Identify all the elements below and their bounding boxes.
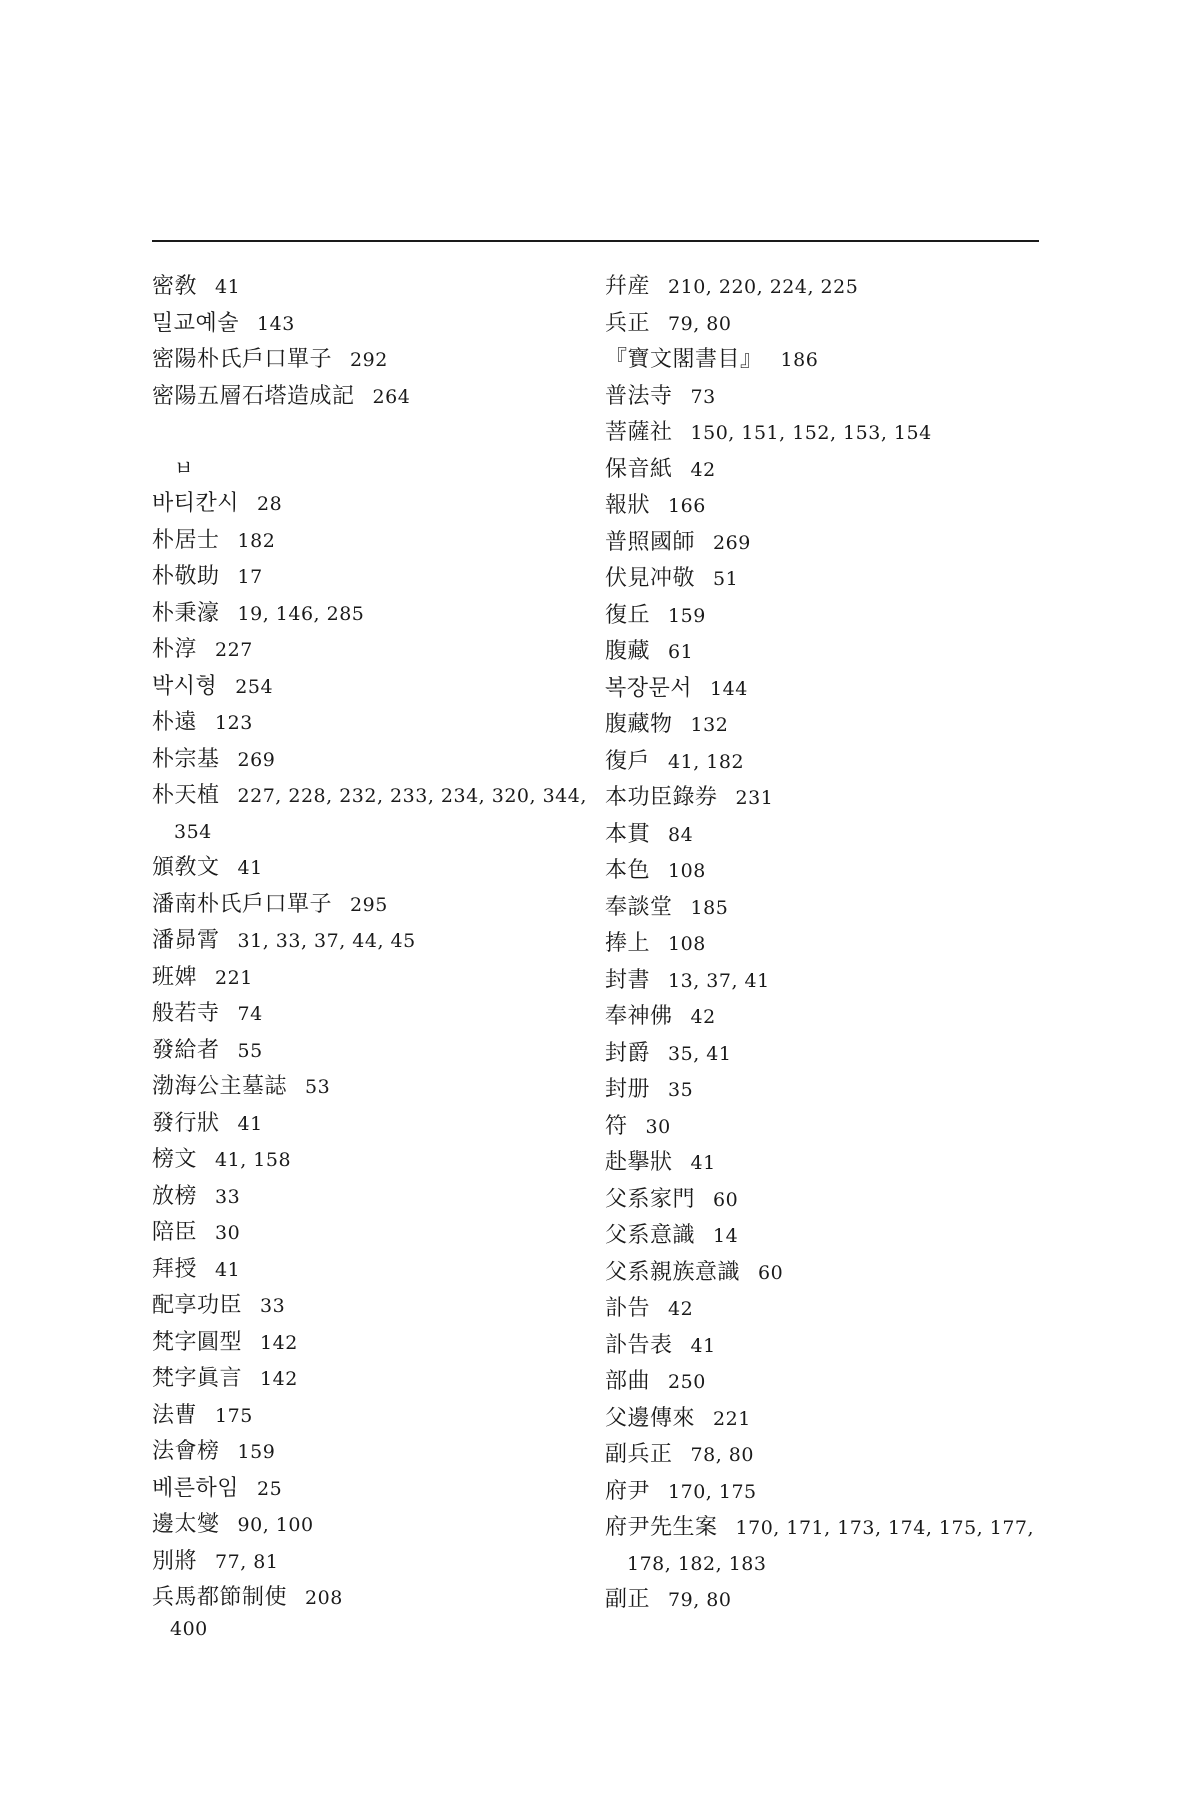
page-references: 73: [690, 385, 716, 408]
index-entry: [605, 1291, 1050, 1328]
page-references: 13, 37, 41: [668, 969, 770, 992]
index-term: 陪臣: [152, 1220, 198, 1245]
page-references: 33: [215, 1185, 241, 1208]
index-entry: [152, 923, 592, 960]
index-term: 密陽朴氏戶口單子: [152, 347, 333, 372]
page-references: 41: [690, 1334, 716, 1357]
page-references: 150, 151, 152, 153, 154: [690, 422, 932, 444]
index-entry: [605, 452, 1050, 489]
index-term: 바티칸시: [152, 491, 240, 516]
left-top-entries: [152, 269, 592, 415]
page-references: 159: [237, 1441, 276, 1463]
index-term: 腹藏: [605, 639, 651, 664]
page-references: 221: [215, 966, 253, 989]
page-references: 210, 220, 224, 225: [668, 276, 859, 298]
index-entry: [605, 890, 1050, 927]
index-term: 赴擧狀: [605, 1150, 673, 1175]
index-entry: [152, 1544, 592, 1581]
index-entry: [152, 1106, 592, 1143]
page-references: 254: [235, 675, 274, 698]
page-references: 123: [215, 712, 253, 734]
page-references: 170, 171, 173, 174, 175, 177,: [735, 1517, 1035, 1539]
index-term: 菩薩社: [605, 420, 673, 445]
index-term: 部曲: [605, 1369, 651, 1394]
page-references: 42: [690, 1006, 716, 1028]
page-references: 41: [237, 857, 263, 879]
page-references: 208: [305, 1587, 343, 1609]
index-term: 梵字圓型: [152, 1329, 243, 1355]
index-entry: [605, 561, 1050, 598]
index-entry: [605, 525, 1050, 562]
page-references: 30: [215, 1222, 241, 1244]
index-entry: [152, 1507, 592, 1544]
index-entry: [152, 742, 592, 779]
page-references: 17: [237, 566, 263, 588]
index-term: 潘昴霄: [152, 928, 220, 953]
index-entry: [605, 707, 1050, 744]
index-term: 封爵: [605, 1040, 651, 1066]
page-references: 14: [713, 1225, 739, 1247]
index-entry: [605, 780, 1050, 817]
index-entry: [605, 598, 1050, 635]
index-entry: [152, 887, 592, 924]
page-references: 84: [668, 823, 694, 846]
page-references: 35: [668, 1079, 694, 1101]
index-term: 榜文: [152, 1147, 198, 1172]
index-term: 腹藏物: [605, 712, 673, 737]
index-entry: [152, 523, 592, 560]
index-term: 副正: [605, 1587, 651, 1612]
index-term: 班婢: [152, 964, 198, 990]
index-term: 般若寺: [152, 1001, 220, 1026]
page-references: 60: [713, 1188, 739, 1211]
index-entry: [152, 1252, 592, 1289]
index-entry: [152, 778, 592, 850]
index-entry: [152, 1215, 592, 1252]
index-entry: [605, 1328, 1050, 1365]
index-term: 父系家門: [605, 1186, 696, 1212]
index-entry: [605, 1401, 1050, 1438]
index-entry: [152, 632, 592, 669]
page-references: 143: [257, 312, 295, 335]
index-term: 兵馬都節制使: [152, 1585, 288, 1610]
page-references-continued: 354: [174, 820, 212, 843]
index-entry: [605, 379, 1050, 416]
page-references: 170, 175: [668, 1480, 757, 1503]
index-entry: [605, 671, 1050, 708]
index-entry: [605, 342, 1050, 379]
index-entry: [605, 1182, 1050, 1219]
page-references: 78, 80: [690, 1444, 754, 1466]
index-term: 父邊傳來: [605, 1405, 696, 1431]
page-references: 77, 81: [215, 1550, 279, 1573]
page-references: 269: [713, 531, 751, 554]
index-entry: [152, 1288, 592, 1325]
page-references: 33: [260, 1295, 286, 1317]
index-entry: [152, 559, 592, 596]
index-entry: [605, 1510, 1050, 1582]
page-references: 35, 41: [668, 1042, 732, 1065]
index-term: 베른하임: [152, 1475, 240, 1501]
index-term: 朴淳: [152, 637, 198, 662]
index-entry: [605, 1437, 1050, 1474]
index-term: 朴居士: [152, 527, 220, 553]
index-term: 潘南朴氏戶口單子: [152, 891, 333, 917]
index-term: 박시형: [152, 673, 218, 699]
page-references: 60: [758, 1261, 784, 1284]
page-references: 51: [713, 568, 739, 590]
index-term: 訃告表: [605, 1332, 673, 1358]
index-entry: [605, 926, 1050, 963]
index-entry: [152, 342, 592, 379]
index-term: 밀교예술: [152, 310, 240, 336]
index-entry: [605, 1072, 1050, 1109]
index-entry: [605, 306, 1050, 343]
index-term: 父系親族意識: [605, 1259, 741, 1285]
page-references: 31, 33, 37, 44, 45: [237, 930, 416, 952]
index-entry: [605, 415, 1050, 452]
page-references: 142: [260, 1331, 298, 1354]
page-references: 41: [690, 1152, 716, 1174]
index-entry: [152, 306, 592, 343]
index-term: 本色: [605, 858, 651, 883]
index-term: 配享功臣: [152, 1293, 243, 1318]
index-term: 幷産: [605, 274, 651, 299]
index-entry: [152, 1434, 592, 1471]
page-references: 108: [668, 860, 706, 882]
right-entries: [605, 269, 1050, 1619]
index-term: 渤海公主墓誌: [152, 1074, 288, 1099]
index-entry: [152, 486, 592, 523]
index-term: 朴遠: [152, 710, 198, 735]
index-entry: [605, 853, 1050, 890]
page-references: 79, 80: [668, 312, 732, 335]
index-term: 發給者: [152, 1037, 220, 1063]
index-term: 朴秉濠: [152, 600, 220, 626]
page-references: 41: [237, 1112, 263, 1135]
index-entry: [152, 1179, 592, 1216]
index-term: 朴宗基: [152, 746, 220, 772]
page-references: 182: [237, 529, 276, 552]
index-term: 普照國師: [605, 529, 696, 555]
index-term: 密陽五層石塔造成記: [152, 383, 355, 409]
index-term: 復戶: [605, 748, 651, 774]
page-references: 108: [668, 933, 706, 955]
index-term: 拜授: [152, 1256, 198, 1282]
index-term: 梵字眞言: [152, 1366, 243, 1391]
left-section-entries: [152, 486, 592, 1617]
index-entry: [605, 1036, 1050, 1073]
index-entry: [152, 596, 592, 633]
index-entry: [152, 996, 592, 1033]
page-references: 42: [690, 458, 716, 481]
index-term: 法會榜: [152, 1439, 220, 1464]
index-term: 普法寺: [605, 383, 673, 409]
page-references: 159: [668, 604, 706, 627]
index-term: 邊太燮: [152, 1512, 220, 1537]
index-term: 伏見冲敬: [605, 566, 696, 591]
page-references: 25: [257, 1477, 283, 1500]
page-references: 292: [350, 349, 388, 371]
page-number: 400: [170, 1618, 208, 1640]
page-references: 227: [215, 639, 253, 661]
page-references: 41, 158: [215, 1149, 292, 1171]
index-term: 朴敬助: [152, 564, 220, 589]
page-references: 74: [237, 1003, 263, 1025]
index-entry: [605, 1218, 1050, 1255]
index-term: 封書: [605, 967, 651, 993]
index-term: 복장문서: [605, 675, 693, 701]
page-references: 264: [372, 385, 411, 408]
page-references: 186: [780, 349, 819, 371]
index-entry: [152, 1069, 592, 1106]
page-references: 175: [215, 1404, 253, 1427]
index-term: 府尹先生案: [605, 1515, 718, 1540]
index-entry: [605, 1474, 1050, 1511]
page-references: 28: [257, 493, 283, 515]
index-term: 府尹: [605, 1478, 651, 1504]
index-entry: [152, 1142, 592, 1179]
right-column: [605, 269, 1050, 1619]
index-term: 朴天植: [152, 783, 220, 808]
left-column: [152, 269, 592, 1617]
index-entry: [605, 488, 1050, 525]
index-term: 奉神佛: [605, 1004, 673, 1029]
index-term: 父系意識: [605, 1223, 696, 1248]
section-heading: ㅂ: [174, 455, 194, 480]
index-entry: [152, 960, 592, 997]
section-spacer: [152, 415, 592, 451]
index-entry: [605, 269, 1050, 306]
index-entry: [152, 1033, 592, 1070]
index-term: 發行狀: [152, 1110, 220, 1136]
index-term: 訃告: [605, 1296, 651, 1321]
index-entry: [605, 999, 1050, 1036]
index-entry: [152, 669, 592, 706]
index-term: 本貫: [605, 821, 651, 847]
index-entry: [152, 1471, 592, 1508]
header-rule: [152, 240, 1039, 242]
index-term: 『寶文閣書目』: [605, 347, 763, 372]
index-entry: [152, 1580, 592, 1617]
index-term: 別將: [152, 1548, 198, 1574]
page-references: 55: [237, 1039, 263, 1062]
index-term: 復丘: [605, 602, 651, 628]
index-term: 頒敎文: [152, 855, 220, 880]
index-entry: [605, 1364, 1050, 1401]
index-term: 奉談堂: [605, 894, 673, 920]
index-term: 放榜: [152, 1183, 198, 1209]
page-references: 132: [690, 714, 729, 736]
page-references: 185: [690, 896, 729, 919]
page-references: 79, 80: [668, 1589, 732, 1611]
page-references: 61: [668, 641, 694, 663]
index-entry: [605, 1255, 1050, 1292]
index-term: 本功臣錄券: [605, 785, 718, 810]
page-references: 295: [350, 893, 388, 916]
page-references: 269: [237, 748, 276, 771]
index-entry: [152, 1398, 592, 1435]
index-entry: [605, 1582, 1050, 1619]
page-references: 42: [668, 1298, 694, 1320]
index-term: 報狀: [605, 493, 651, 518]
page-references: 30: [645, 1115, 671, 1138]
page-references: 53: [305, 1076, 331, 1098]
page-references: 227, 228, 232, 233, 234, 320, 344,: [237, 785, 587, 807]
index-entry: [605, 817, 1050, 854]
index-entry: [152, 705, 592, 742]
index-term: 法曹: [152, 1402, 198, 1428]
index-entry: [152, 269, 592, 306]
index-entry: [605, 1145, 1050, 1182]
index-term: 副兵正: [605, 1442, 673, 1467]
index-term: 兵正: [605, 310, 651, 336]
index-entry: [605, 963, 1050, 1000]
page-references: 221: [713, 1407, 751, 1430]
page-references: 142: [260, 1368, 298, 1390]
index-entry: [152, 1361, 592, 1398]
index-term: 捧上: [605, 931, 651, 956]
page-references: 90, 100: [237, 1514, 314, 1536]
index-entry: [152, 379, 592, 416]
index-term: 密敎: [152, 274, 198, 299]
index-term: 保音紙: [605, 456, 673, 482]
index-entry: [605, 744, 1050, 781]
index-entry: [605, 1109, 1050, 1146]
index-term: 符: [605, 1113, 628, 1139]
page-references-continued: 178, 182, 183: [627, 1552, 767, 1575]
page-references: 250: [668, 1371, 706, 1393]
index-entry: [605, 634, 1050, 671]
page-references: 166: [668, 495, 706, 517]
page-references: 41, 182: [668, 750, 745, 773]
index-term: 封册: [605, 1077, 651, 1102]
page-references: 41: [215, 1258, 241, 1281]
index-entry: [152, 850, 592, 887]
page-references: 41: [215, 276, 241, 298]
index-entry: [152, 1325, 592, 1362]
page-references: 19, 146, 285: [237, 602, 365, 625]
page-references: 144: [710, 677, 748, 700]
page-references: 231: [735, 787, 774, 809]
